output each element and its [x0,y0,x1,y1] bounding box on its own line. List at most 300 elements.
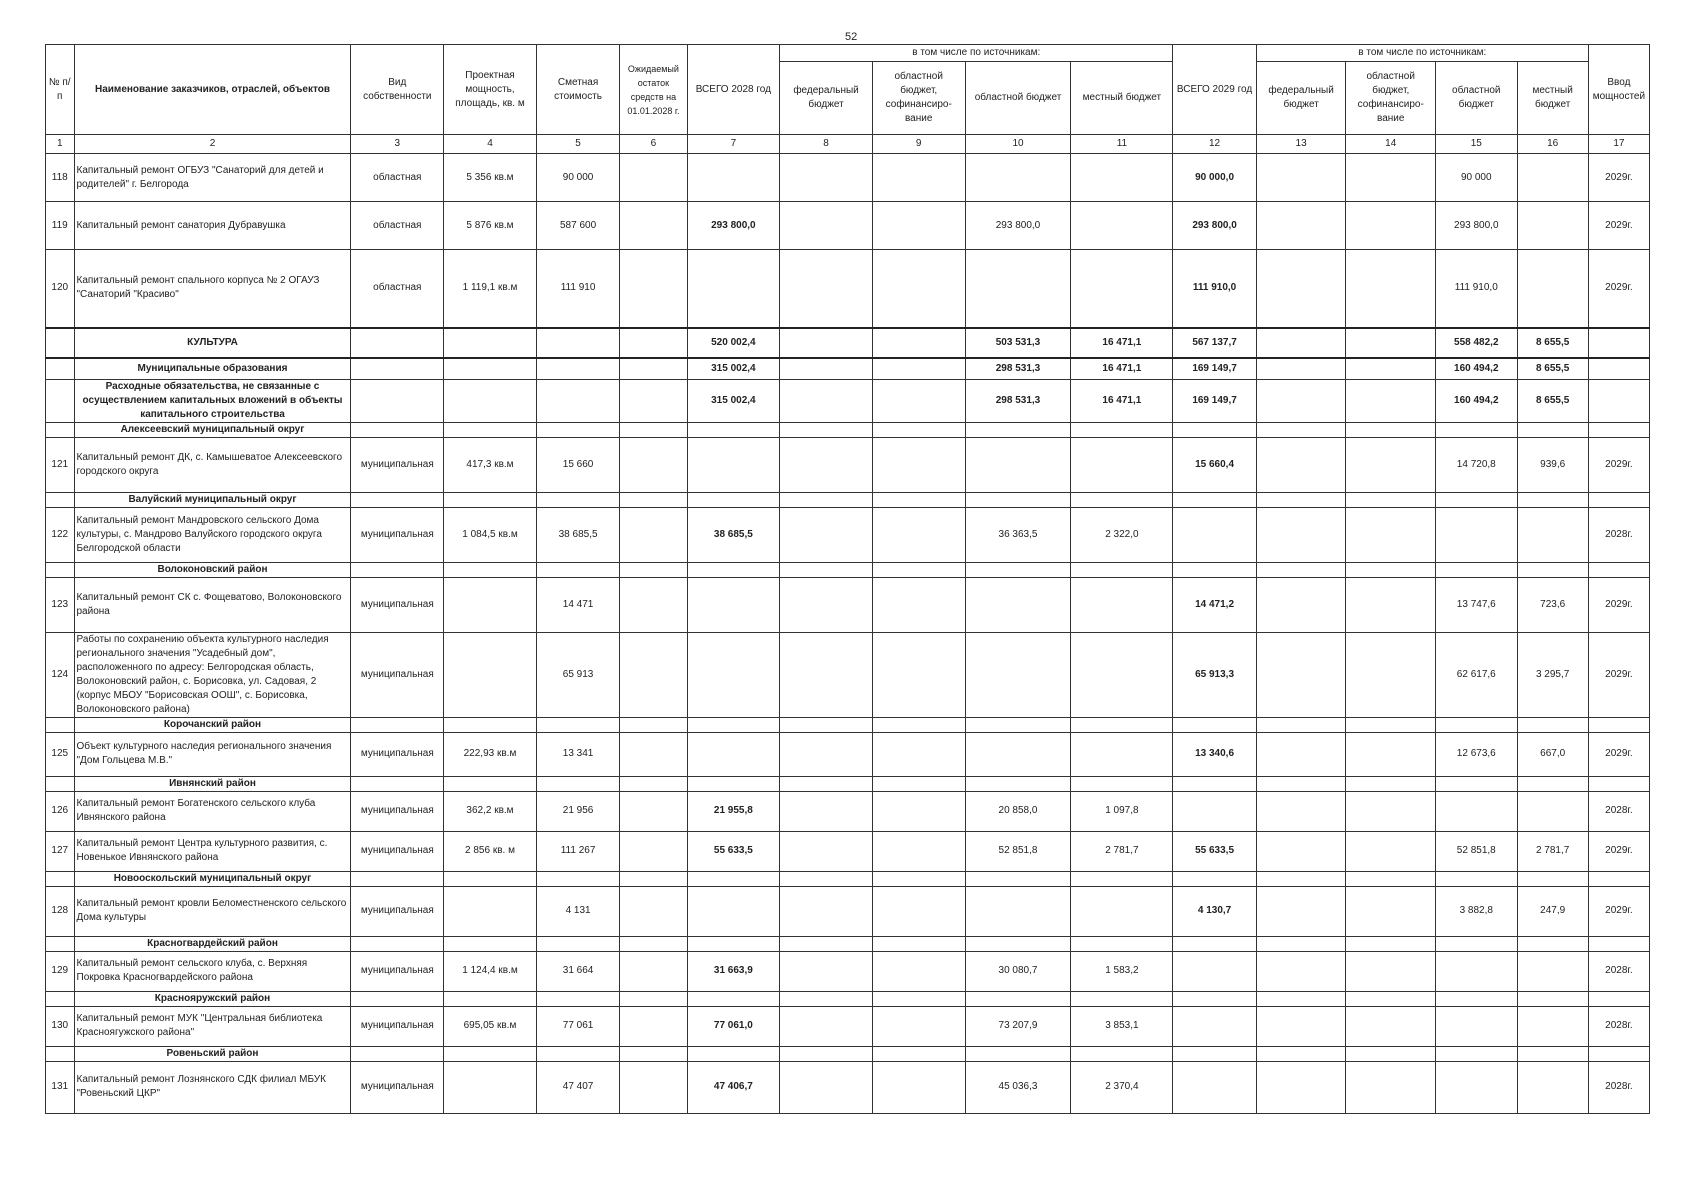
regional-cofin-2029-cell [1346,379,1436,422]
object-name-cell: Муниципальные образования [74,358,351,380]
row-number-cell: 131 [46,1061,75,1113]
estimate-cost-cell: 14 471 [536,577,620,632]
district-name: Валуйский муниципальный округ [74,492,351,507]
sources-header-2028: в том числе по источникам: [780,45,1173,62]
district-empty-cell [444,422,537,437]
regional-2028-cell [965,154,1071,202]
table-row [46,1006,1650,1046]
regional-2029-cell [1436,1006,1517,1046]
regional-cofin-2029-cell [1346,507,1436,562]
regional-cofin-2029-cell [1346,577,1436,632]
capacity-cell: 2 856 кв. м [444,831,537,871]
district-empty-cell [1588,991,1649,1006]
district-empty-cell [1256,991,1346,1006]
district-empty-cell [1346,422,1436,437]
ownership-cell: муниципальная [351,507,444,562]
federal-2029-cell [1256,632,1346,717]
district-empty-cell [351,562,444,577]
capacity-cell: 1 124,4 кв.м [444,951,537,991]
commissioning-cell: 2029г. [1588,154,1649,202]
table-row [46,951,1650,991]
total-2028-cell: 77 061,0 [687,1006,780,1046]
local-2029-cell [1517,1006,1588,1046]
total-2028-cell [687,250,780,328]
district-row [46,991,1650,1006]
local-2029-cell: 8 655,5 [1517,328,1588,358]
district-empty-cell [780,1046,873,1061]
column-number: 13 [1256,135,1346,154]
district-empty-cell [780,871,873,886]
table-row [46,154,1650,202]
district-empty-cell [620,562,687,577]
regional-cofin-2029-cell [1346,886,1436,936]
local-2028-cell: 1 583,2 [1071,951,1173,991]
district-empty-cell [1346,936,1436,951]
regional-2029-cell [1436,507,1517,562]
district-empty-cell [1588,717,1649,732]
district-empty-cell [444,871,537,886]
regional-2028-cell: 503 531,3 [965,328,1071,358]
col-header-6: Ожидаемый остаток средств на 01.01.2028 г. [620,45,687,135]
district-empty-cell [351,871,444,886]
total-2029-cell [1173,791,1257,831]
regional-2028-cell [965,632,1071,717]
row-number-cell: 130 [46,1006,75,1046]
district-empty-cell [444,936,537,951]
district-empty-cell [351,936,444,951]
regional-cofin-2028-cell [872,154,965,202]
regional-2028-cell: 293 800,0 [965,202,1071,250]
commissioning-cell: 2028г. [1588,791,1649,831]
district-number-cell [46,717,75,732]
ownership-cell: областная [351,250,444,328]
table-row [46,437,1650,492]
regional-2028-cell [965,437,1071,492]
total-2028-cell: 315 002,4 [687,379,780,422]
row-number-cell [46,358,75,380]
district-empty-cell [620,492,687,507]
column-number: 6 [620,135,687,154]
total-2029-cell: 567 137,7 [1173,328,1257,358]
district-empty-cell [780,562,873,577]
expected-balance-cell [620,154,687,202]
column-number: 14 [1346,135,1436,154]
column-number: 7 [687,135,780,154]
district-number-cell [46,936,75,951]
regional-cofin-2029-cell [1346,951,1436,991]
regional-cofin-2028-cell [872,1061,965,1113]
total-2028-cell: 47 406,7 [687,1061,780,1113]
district-empty-cell [1071,936,1173,951]
district-empty-cell [687,936,780,951]
district-empty-cell [1071,717,1173,732]
regional-cofin-2028-cell [872,1006,965,1046]
district-empty-cell [1517,936,1588,951]
total-2028-cell: 520 002,4 [687,328,780,358]
district-empty-cell [687,871,780,886]
district-empty-cell [444,717,537,732]
regional-cofin-2028-cell [872,437,965,492]
column-number: 12 [1173,135,1257,154]
federal-2029-cell [1256,831,1346,871]
ownership-cell: муниципальная [351,831,444,871]
local-2028-cell: 16 471,1 [1071,379,1173,422]
local-2029-cell: 2 781,7 [1517,831,1588,871]
district-name: Красногвардейский район [74,936,351,951]
district-empty-cell [351,717,444,732]
object-name-cell: Капитальный ремонт Богатенского сельского клуба Ивнянского района [74,791,351,831]
local-2029-cell: 667,0 [1517,732,1588,776]
regional-cofin-2028-cell [872,886,965,936]
table-row [46,886,1650,936]
district-empty-cell [872,776,965,791]
federal-2029-cell [1256,358,1346,380]
district-number-cell [46,871,75,886]
total-2029-cell: 14 471,2 [1173,577,1257,632]
district-empty-cell [1256,936,1346,951]
capacity-cell [444,886,537,936]
regional-2029-cell: 62 617,6 [1436,632,1517,717]
total-2028-cell: 315 002,4 [687,358,780,380]
column-number: 5 [536,135,620,154]
column-number: 8 [780,135,873,154]
regional-cofin-2028-cell [872,202,965,250]
federal-2028-cell [780,328,873,358]
district-row [46,776,1650,791]
district-empty-cell [1173,871,1257,886]
capacity-cell: 1 084,5 кв.м [444,507,537,562]
row-number-cell: 124 [46,632,75,717]
column-number: 4 [444,135,537,154]
total-2029-cell: 4 130,7 [1173,886,1257,936]
district-empty-cell [1588,492,1649,507]
federal-2028-cell [780,437,873,492]
district-empty-cell [1346,991,1436,1006]
federal-2029-cell [1256,379,1346,422]
district-empty-cell [1346,492,1436,507]
district-empty-cell [1173,1046,1257,1061]
district-row [46,562,1650,577]
capacity-cell: 417,3 кв.м [444,437,537,492]
federal-2029-cell [1256,951,1346,991]
federal-2029-cell [1256,1061,1346,1113]
column-number: 2 [74,135,351,154]
regional-cofin-2028-cell [872,632,965,717]
local-2029-cell [1517,791,1588,831]
estimate-cost-cell: 77 061 [536,1006,620,1046]
commissioning-cell: 2029г. [1588,886,1649,936]
regional-cofin-2029-cell [1346,1006,1436,1046]
federal-2028-cell [780,791,873,831]
commissioning-cell: 2029г. [1588,437,1649,492]
capacity-cell [444,1061,537,1113]
district-name: Ивнянский район [74,776,351,791]
federal-2028-cell [780,1006,873,1046]
capacity-cell: 222,93 кв.м [444,732,537,776]
expected-balance-cell [620,202,687,250]
object-name-cell: Капитальный ремонт Мандровского сельского Дома культуры, с. Мандрово Валуйского городского округа Белгородской области [74,507,351,562]
row-number-cell: 127 [46,831,75,871]
district-empty-cell [687,562,780,577]
district-empty-cell [780,991,873,1006]
federal-2028-cell [780,632,873,717]
expected-balance-cell [620,358,687,380]
ownership-cell [351,328,444,358]
total-2029-cell: 65 913,3 [1173,632,1257,717]
district-empty-cell [536,776,620,791]
total-2028-cell: 293 800,0 [687,202,780,250]
local-2029-cell [1517,507,1588,562]
expected-balance-cell [620,632,687,717]
col-header-9: областной бюджет, софинансиро- вание [872,62,965,135]
column-number: 3 [351,135,444,154]
local-2029-cell [1517,154,1588,202]
budget-table [45,44,1650,1114]
estimate-cost-cell [536,328,620,358]
regional-2028-cell: 298 531,3 [965,379,1071,422]
district-empty-cell [872,562,965,577]
capacity-cell [444,328,537,358]
col-header-1: № п/п [46,45,75,135]
expected-balance-cell [620,507,687,562]
district-empty-cell [620,1046,687,1061]
regional-2028-cell [965,577,1071,632]
commissioning-cell [1588,328,1649,358]
estimate-cost-cell: 13 341 [536,732,620,776]
table-row [46,577,1650,632]
expected-balance-cell [620,379,687,422]
total-2028-cell [687,437,780,492]
district-empty-cell [1346,776,1436,791]
district-empty-cell [536,871,620,886]
total-2029-cell: 15 660,4 [1173,437,1257,492]
estimate-cost-cell [536,379,620,422]
column-number: 9 [872,135,965,154]
district-empty-cell [1436,776,1517,791]
district-row [46,492,1650,507]
district-empty-cell [687,991,780,1006]
commissioning-cell [1588,379,1649,422]
col-header-16: местный бюджет [1517,62,1588,135]
expected-balance-cell [620,328,687,358]
district-empty-cell [620,422,687,437]
district-empty-cell [620,871,687,886]
expected-balance-cell [620,250,687,328]
federal-2029-cell [1256,791,1346,831]
commissioning-cell: 2029г. [1588,632,1649,717]
district-empty-cell [687,717,780,732]
district-empty-cell [1256,562,1346,577]
district-empty-cell [536,936,620,951]
regional-cofin-2028-cell [872,791,965,831]
district-number-cell [46,776,75,791]
regional-2029-cell: 13 747,6 [1436,577,1517,632]
object-name-cell: Капитальный ремонт санатория Дубравушка [74,202,351,250]
regional-2029-cell: 52 851,8 [1436,831,1517,871]
capacity-cell [444,632,537,717]
col-header-11: местный бюджет [1071,62,1173,135]
district-empty-cell [965,936,1071,951]
district-empty-cell [1436,991,1517,1006]
local-2029-cell [1517,202,1588,250]
total-2029-cell [1173,1061,1257,1113]
row-number-cell: 122 [46,507,75,562]
district-empty-cell [536,422,620,437]
col-header-15: областной бюджет [1436,62,1517,135]
district-empty-cell [1071,871,1173,886]
federal-2029-cell [1256,577,1346,632]
district-empty-cell [1436,717,1517,732]
col-header-5: Сметная стоимость [536,45,620,135]
district-number-cell [46,562,75,577]
federal-2029-cell [1256,732,1346,776]
district-empty-cell [780,717,873,732]
col-header-14: областной бюджет, софинансиро- вание [1346,62,1436,135]
expected-balance-cell [620,1061,687,1113]
district-empty-cell [1256,1046,1346,1061]
district-empty-cell [444,991,537,1006]
district-empty-cell [1256,492,1346,507]
district-empty-cell [1173,562,1257,577]
page-number: 52 [845,31,858,43]
ownership-cell: муниципальная [351,1061,444,1113]
district-empty-cell [351,1046,444,1061]
federal-2028-cell [780,577,873,632]
regional-2029-cell [1436,791,1517,831]
capacity-cell: 362,2 кв.м [444,791,537,831]
district-empty-cell [536,717,620,732]
estimate-cost-cell: 38 685,5 [536,507,620,562]
district-name: Волоконовский район [74,562,351,577]
object-name-cell: Капитальный ремонт спального корпуса № 2 ОГАУЗ "Санаторий "Красиво" [74,250,351,328]
district-empty-cell [1346,1046,1436,1061]
table-row [46,732,1650,776]
district-number-cell [46,1046,75,1061]
district-empty-cell [1173,936,1257,951]
local-2028-cell [1071,577,1173,632]
regional-cofin-2028-cell [872,951,965,991]
regional-cofin-2029-cell [1346,358,1436,380]
table-row [46,791,1650,831]
column-number: 1 [46,135,75,154]
local-2028-cell [1071,437,1173,492]
district-empty-cell [536,1046,620,1061]
district-empty-cell [1256,422,1346,437]
col-header-8: федеральный бюджет [780,62,873,135]
col-header-17: Ввод мощностей [1588,45,1649,135]
regional-cofin-2029-cell [1346,437,1436,492]
capacity-cell [444,379,537,422]
table-row [46,507,1650,562]
district-empty-cell [1173,776,1257,791]
total-2029-cell: 111 910,0 [1173,250,1257,328]
total-2029-cell: 13 340,6 [1173,732,1257,776]
column-number: 17 [1588,135,1649,154]
estimate-cost-cell: 587 600 [536,202,620,250]
local-2028-cell: 16 471,1 [1071,358,1173,380]
section-total-row [46,328,1650,358]
expected-balance-cell [620,791,687,831]
row-number-cell: 126 [46,791,75,831]
district-empty-cell [780,936,873,951]
ownership-cell: муниципальная [351,632,444,717]
estimate-cost-cell: 31 664 [536,951,620,991]
regional-2028-cell: 30 080,7 [965,951,1071,991]
regional-2029-cell: 3 882,8 [1436,886,1517,936]
district-empty-cell [444,492,537,507]
federal-2029-cell [1256,250,1346,328]
expected-balance-cell [620,951,687,991]
table-row [46,250,1650,328]
ownership-cell: муниципальная [351,577,444,632]
district-empty-cell [965,422,1071,437]
regional-2029-cell: 293 800,0 [1436,202,1517,250]
district-empty-cell [620,776,687,791]
district-empty-cell [872,991,965,1006]
row-number-cell: 120 [46,250,75,328]
district-empty-cell [1588,1046,1649,1061]
total-2029-cell: 169 149,7 [1173,379,1257,422]
estimate-cost-cell: 111 910 [536,250,620,328]
local-2029-cell: 8 655,5 [1517,358,1588,380]
local-2028-cell: 3 853,1 [1071,1006,1173,1046]
district-empty-cell [687,422,780,437]
row-number-cell: 129 [46,951,75,991]
district-empty-cell [872,936,965,951]
federal-2029-cell [1256,507,1346,562]
district-empty-cell [1436,422,1517,437]
federal-2028-cell [780,886,873,936]
district-empty-cell [1517,776,1588,791]
regional-2029-cell: 558 482,2 [1436,328,1517,358]
district-number-cell [46,422,75,437]
total-2028-cell: 21 955,8 [687,791,780,831]
object-name-cell: Капитальный ремонт СК с. Фощеватово, Волоконовского района [74,577,351,632]
district-empty-cell [620,717,687,732]
regional-2029-cell: 111 910,0 [1436,250,1517,328]
capacity-cell: 1 119,1 кв.м [444,250,537,328]
local-2028-cell [1071,154,1173,202]
regional-2028-cell: 45 036,3 [965,1061,1071,1113]
district-empty-cell [872,871,965,886]
sub-total-row [46,358,1650,380]
estimate-cost-cell: 90 000 [536,154,620,202]
total-2029-cell: 293 800,0 [1173,202,1257,250]
district-number-cell [46,991,75,1006]
regional-cofin-2029-cell [1346,328,1436,358]
commissioning-cell [1588,358,1649,380]
total-2029-cell [1173,507,1257,562]
district-empty-cell [872,717,965,732]
regional-cofin-2028-cell [872,379,965,422]
local-2029-cell [1517,951,1588,991]
regional-2028-cell: 298 531,3 [965,358,1071,380]
commissioning-cell: 2028г. [1588,1006,1649,1046]
federal-2028-cell [780,202,873,250]
district-row [46,871,1650,886]
district-name: Корочанский район [74,717,351,732]
regional-cofin-2028-cell [872,577,965,632]
regional-2028-cell: 73 207,9 [965,1006,1071,1046]
table-row [46,202,1650,250]
budget-table-sheet [45,44,1650,1114]
row-number-cell: 125 [46,732,75,776]
regional-cofin-2029-cell [1346,202,1436,250]
col-header-10: областной бюджет [965,62,1071,135]
ownership-cell: муниципальная [351,732,444,776]
district-empty-cell [965,492,1071,507]
total-2029-cell: 55 633,5 [1173,831,1257,871]
